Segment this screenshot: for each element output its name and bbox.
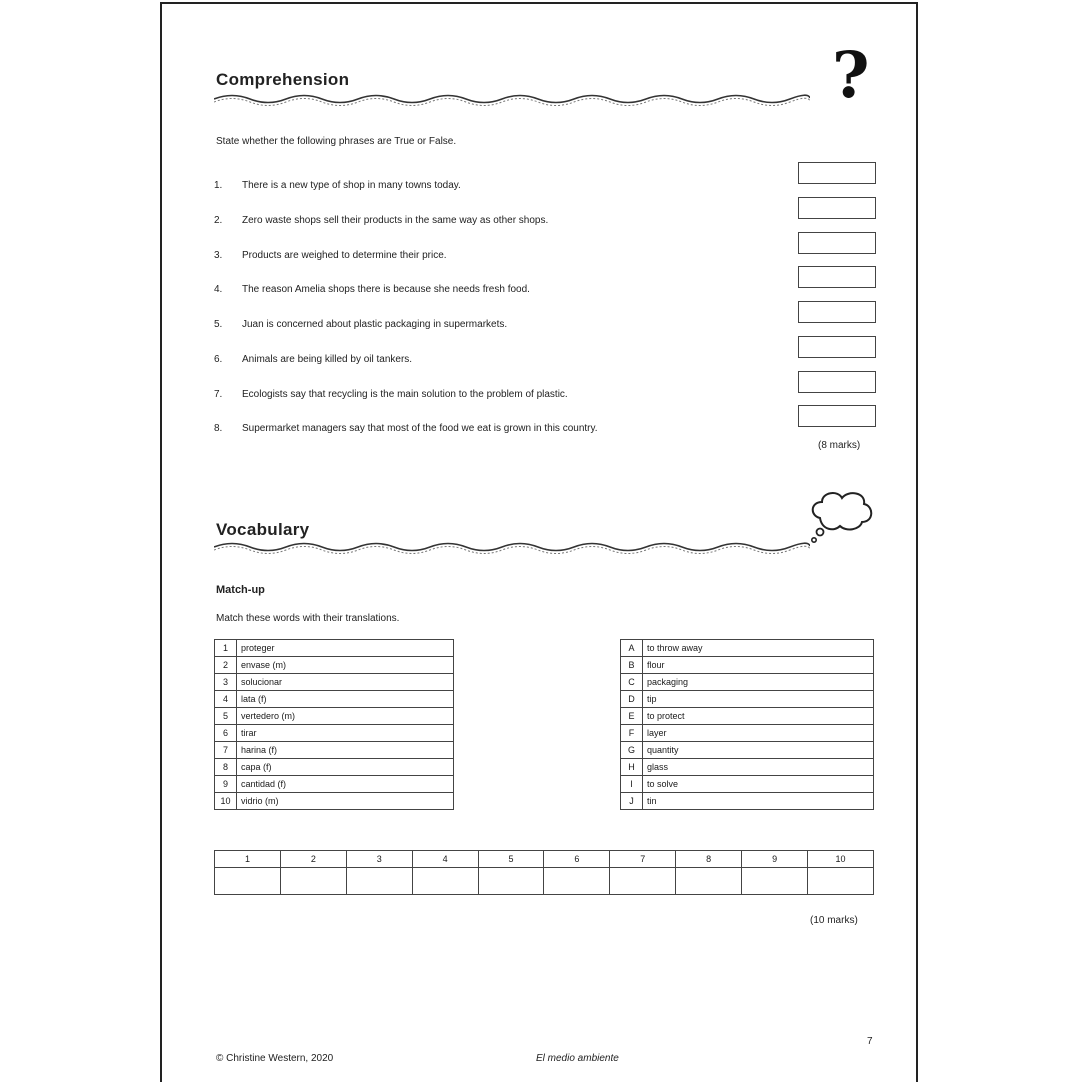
answer-box-5[interactable] xyxy=(798,301,876,323)
answer-cell-5[interactable] xyxy=(478,868,544,895)
table-row: B flour xyxy=(621,657,874,674)
comprehension-heading: Comprehension xyxy=(216,70,350,89)
table-row: E to protect xyxy=(621,708,874,725)
table-row: 3 solucionar xyxy=(215,674,454,691)
table-row: 6 tirar xyxy=(215,725,454,742)
answer-box-2[interactable] xyxy=(798,197,876,219)
match-answer-grid xyxy=(214,850,874,895)
vocabulary-heading: Vocabulary xyxy=(216,520,310,539)
table-row: C packaging xyxy=(621,674,874,691)
table-row: 1 proteger xyxy=(215,640,454,657)
answer-cell-4[interactable] xyxy=(412,868,478,895)
answer-grid-header-row: 1 2 3 4 5 6 7 8 9 10 xyxy=(215,851,874,868)
question-mark-icon: ? xyxy=(832,38,870,113)
answer-box-7[interactable] xyxy=(798,371,876,393)
table-row: F layer xyxy=(621,725,874,742)
table-row: G quantity xyxy=(621,742,874,759)
table-row: I to solve xyxy=(621,776,874,793)
comprehension-marks: (8 marks) xyxy=(818,440,861,451)
table-row: D tip xyxy=(621,691,874,708)
table-row: J tin xyxy=(621,793,874,810)
match-up-subheading: Match-up xyxy=(216,584,265,596)
english-translations-table xyxy=(620,639,874,810)
table-row: 5 vertedero (m) xyxy=(215,708,454,725)
answer-cell-9[interactable] xyxy=(742,868,808,895)
vocabulary-wavy-divider xyxy=(214,538,810,556)
answer-box-3[interactable] xyxy=(798,232,876,254)
table-row: 10 vidrio (m) xyxy=(215,793,454,810)
answer-box-6[interactable] xyxy=(798,336,876,358)
vocabulary-marks: (10 marks) xyxy=(810,915,858,926)
spanish-words-table xyxy=(214,639,454,810)
answer-cell-10[interactable] xyxy=(808,868,874,895)
answer-cell-3[interactable] xyxy=(346,868,412,895)
table-row: 9 cantidad (f) xyxy=(215,776,454,793)
answer-cell-1[interactable] xyxy=(215,868,281,895)
worksheet-page: Comprehension ? State whether the following phrases are True or False. 1. There is a new type of shop in many towns today. 2. Zero waste shops sell their products in the same way as other shops. 3. Products are weighed to determine their price. 4. The reason Amelia shops there is because she needs fresh food. 5. Juan is concerned about plastic packaging in supermarkets. 6. Animals are being killed by oil tankers. 7. Ecologists say that recycling is the main solution to the problem of plastic. 8. Supermarket managers say that most of the food we eat is grown in this country. (8 marks) Vocabulary Match-up Match these words with their translations. 1 proteger 2 envase (m) 3 solucionar 4 lata (f) 5 vertedero (m) 6 tirar 7 harina (f) 8 capa (f) 9 cantidad (f) 10 vidrio (m) A to throw away B flour C packaging D tip E to protect F layer G quantity H glass I to solve J tin 1 2 3 4 5 6 7 8 9 10 (10 marks) 7 © Christine Western, 2020 El medio ambiente xyxy=(160,2,918,1082)
comprehension-wavy-divider xyxy=(214,90,810,108)
table-row: 7 harina (f) xyxy=(215,742,454,759)
unit-title: El medio ambiente xyxy=(536,1053,619,1064)
answer-cell-8[interactable] xyxy=(676,868,742,895)
table-row: 4 lata (f) xyxy=(215,691,454,708)
answer-box-4[interactable] xyxy=(798,266,876,288)
copyright-text: © Christine Western, 2020 xyxy=(216,1053,334,1064)
comprehension-instruction: State whether the following phrases are True or False. xyxy=(216,136,457,147)
table-row: H glass xyxy=(621,759,874,776)
answer-cell-2[interactable] xyxy=(280,868,346,895)
vocabulary-instruction: Match these words with their translations. xyxy=(216,613,400,624)
table-row: 8 capa (f) xyxy=(215,759,454,776)
answer-cell-6[interactable] xyxy=(544,868,610,895)
thought-bubble-icon xyxy=(806,488,876,548)
answer-cell-7[interactable] xyxy=(610,868,676,895)
table-row: 2 envase (m) xyxy=(215,657,454,674)
table-row: A to throw away xyxy=(621,640,874,657)
answer-box-1[interactable] xyxy=(798,162,876,184)
answer-box-8[interactable] xyxy=(798,405,876,427)
answer-grid-input-row xyxy=(215,868,874,895)
page-number: 7 xyxy=(867,1036,873,1047)
